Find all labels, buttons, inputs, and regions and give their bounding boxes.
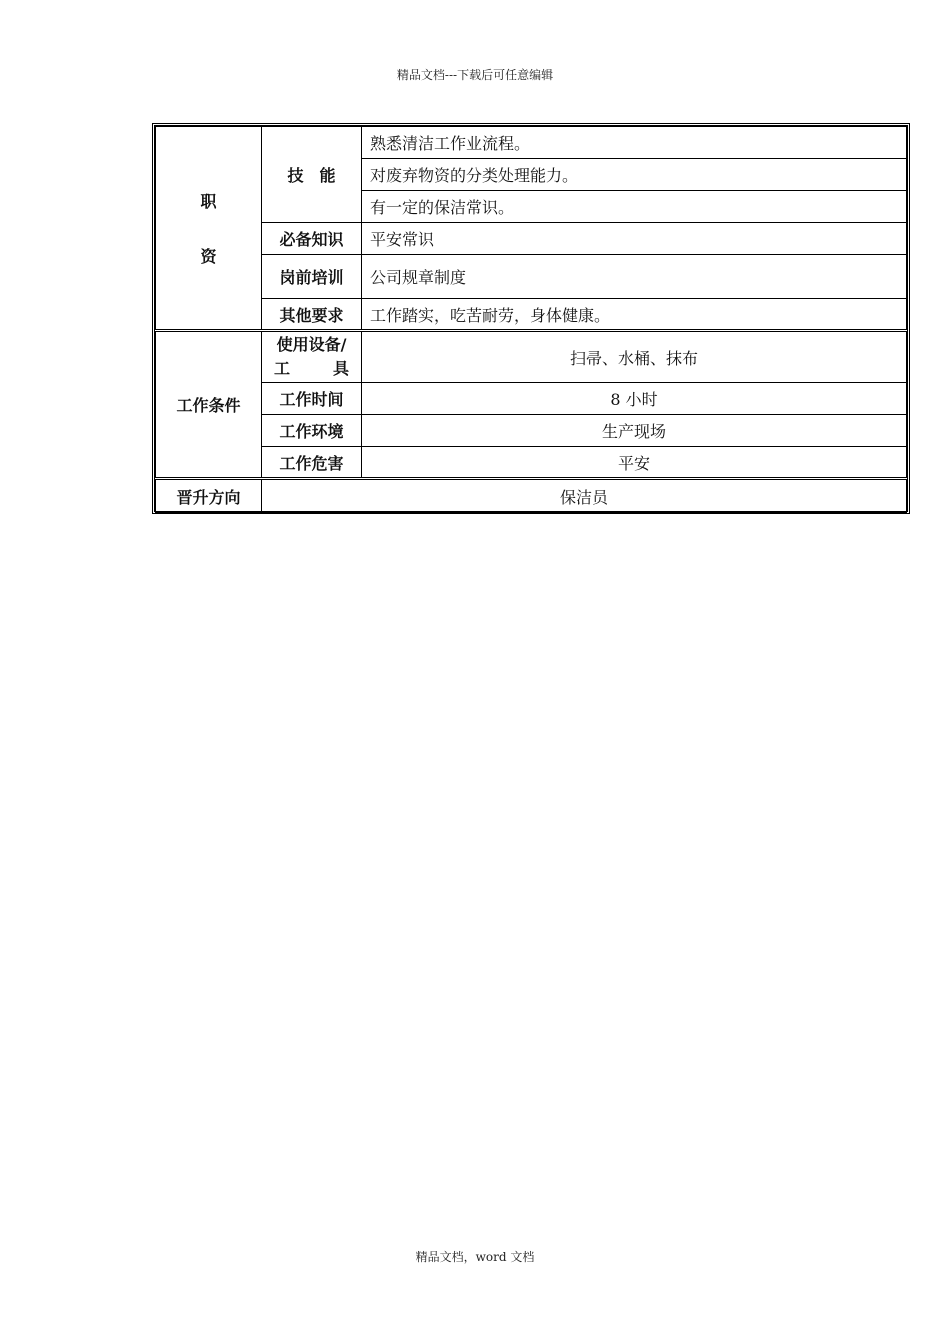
work-hazard-value: 平安 xyxy=(362,447,907,479)
page-header: 精品文档---下载后可任意编辑 xyxy=(396,68,554,82)
skill-label: 技 能 xyxy=(262,127,362,223)
promotion-label: 晋升方向 xyxy=(156,479,262,513)
page-footer: 精品文档，word 文档 xyxy=(415,1250,535,1264)
work-time-value: 8 小时 xyxy=(362,383,907,415)
skill-item-1: 熟悉清洁工作业流程。 xyxy=(362,127,907,159)
work-hazard-label: 工作危害 xyxy=(262,447,362,479)
other-requirements-value: 工作踏实，吃苦耐劳，身体健康。 xyxy=(362,299,907,331)
promotion-value: 保洁员 xyxy=(262,479,907,513)
skill-item-3: 有一定的保洁常识。 xyxy=(362,191,907,223)
knowledge-label: 必备知识 xyxy=(262,223,362,255)
training-label: 岗前培训 xyxy=(262,255,362,299)
skill-item-2: 对废弃物资的分类处理能力。 xyxy=(362,159,907,191)
equipment-label-line-1: 使用设备/ xyxy=(276,335,347,354)
qualification-char-1: 职 xyxy=(200,192,217,211)
equipment-label-line-2 xyxy=(270,357,353,381)
equipment-value: 扫帚、水桶、抹布 xyxy=(362,331,907,383)
work-environment-label: 工作环境 xyxy=(262,415,362,447)
qualification-char-2: 资 xyxy=(200,247,217,266)
equipment-label-char-1: 工 xyxy=(274,359,291,378)
other-requirements-label: 其他要求 xyxy=(262,299,362,331)
work-time-label: 工作时间 xyxy=(262,383,362,415)
qualification-category xyxy=(156,127,262,331)
work-environment-value: 生产现场 xyxy=(362,415,907,447)
training-value: 公司规章制度 xyxy=(362,255,907,299)
knowledge-value: 平安常识 xyxy=(362,223,907,255)
equipment-label xyxy=(262,331,362,383)
conditions-label: 工作条件 xyxy=(156,331,262,479)
equipment-label-char-2: 具 xyxy=(332,359,349,378)
job-description-table xyxy=(152,123,910,514)
